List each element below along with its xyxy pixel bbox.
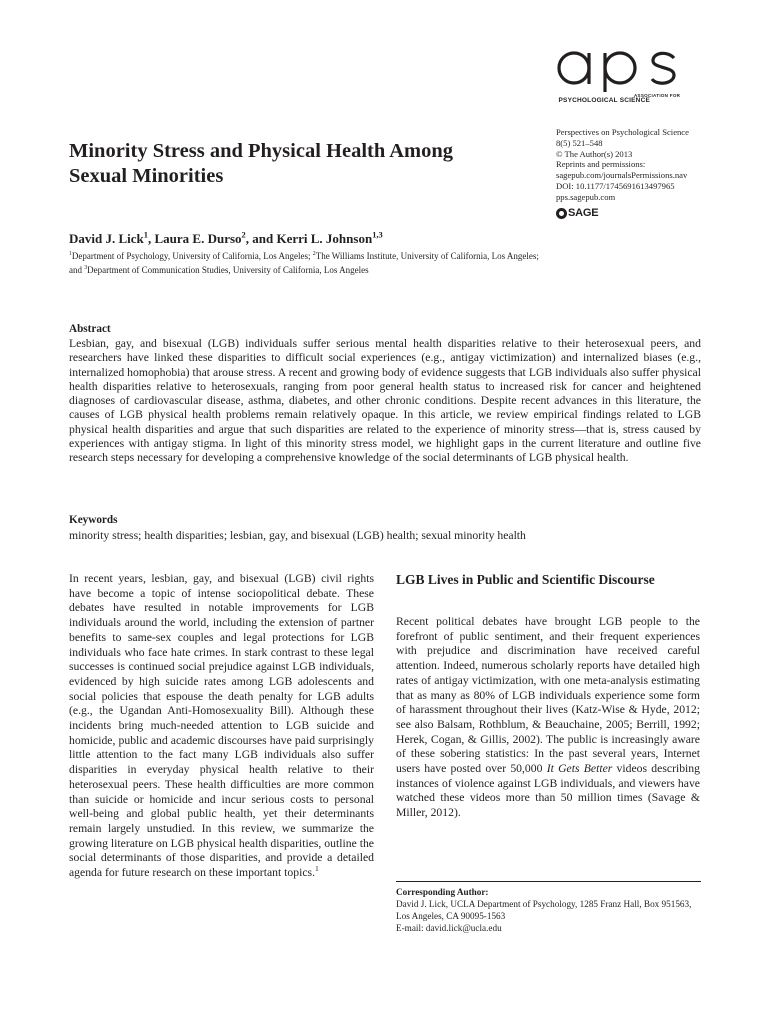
section-heading: LGB Lives in Public and Scientific Discourse <box>396 572 655 587</box>
divider <box>396 881 701 882</box>
aps-association-label: ASSOCIATION FOR <box>634 93 681 98</box>
journal-website[interactable]: pps.sagepub.com <box>556 191 616 202</box>
abstract-text: Lesbian, gay, and bisexual (LGB) individuals suffer serious mental health disparities relative to their heterosexual peers, and researchers have linked these disparities to difficult social experiences (e.g., antigay victimization) and internalized biases (e.g., internalized homophobia) that arouse stress. A recent and growing body of evidence suggests that LGB individuals also suffer physical health disparities relative to heterosexuals, ranging from poor general health status to increased risk for cancer and heightened diagnoses of cardiovascular disease, asthma, diabetes, and other chronic conditions. Despite recent advances in this literature, the causes of LGB physical health problems remain relatively opaque. In this article, we review empirical findings related to LGB physical health disparities and argue that such disparities are related to the experience of minority stress—that is, stress caused by experiences with antigay stigma. In light of this minority stress model, we highlight gaps in the current literature and outline five research steps necessary for developing a comprehensive knowledge of the social determinants of LGB physical health. <box>69 337 701 465</box>
affiliation: Department of Psychology, University of California, Los Angeles; <box>71 251 313 261</box>
author-name: Laura E. Durso <box>154 231 242 246</box>
corresponding-author-email[interactable]: E-mail: david.lick@ucla.edu <box>396 922 502 933</box>
journal-copyright: © The Author(s) 2013 <box>556 148 633 159</box>
abstract-heading: Abstract <box>69 323 111 335</box>
footnote-marker: 1 <box>315 864 319 874</box>
introduction-paragraph: In recent years, lesbian, gay, and bisexual (LGB) civil rights have become a topic of intense sociopolitical debate. These debates have resulted in notable improvements for LGB individuals around the world, including the extension of partner benefits to same-sex couples and legal protections for LGB individuals who face hate crimes. In stark contrast to these legal successes is continued social prejudice against LGB individuals, evidenced by high suicide rates among LGB adolescents and social policies that espouse the death penalty for LGB adults (e.g., the Ugandan Anti-Homosexuality Bill). Although these incidents bring much-needed attention to LGB suicide and homicide, public and academic discourses have paid surprisingly little attention to the fact many LGB individuals also suffer disparities in everyday physical health relative to their heterosexual peers. These health difficulties are more common than suicide or homicide and incur serious costs to personal well-being and global public health, yet their determinants remain largely unstudied. In this review, we summarize the growing literature on LGB physical health disparities, outline the social determinants of those disparities, and provide a detailed agenda for future research on these important topics.$^1$ <box>69 572 374 880</box>
journal-permissions-link[interactable]: sagepub.com/journalsPermissions.nav <box>556 170 688 181</box>
author-affiliations: $^1$Department of Psychology, University of California, Los Angeles; $^2$The Williams Institute, University of California, Los Angeles; and $^3$Department of Communication Studies, University of California, Los Angeles <box>69 251 539 275</box>
sage-logo <box>556 206 598 220</box>
sage-circle-icon <box>556 208 567 219</box>
corresponding-author-heading: Corresponding Author: <box>396 887 489 897</box>
journal-name: Perspectives on Psychological Science <box>556 127 689 137</box>
journal-info <box>556 127 746 203</box>
author-name: David J. Lick <box>69 231 144 246</box>
italic-title: It Gets Better <box>546 762 613 776</box>
aps-logo <box>556 44 716 108</box>
author-affiliation-marker: 2 <box>241 229 246 240</box>
keywords-text: minority stress; health disparities; lesbian, gay, and bisexual (LGB) health; sexual minority health <box>69 529 526 542</box>
journal-reprints: Reprints and permissions: <box>556 159 646 170</box>
aps-psychological-science-label: PSYCHOLOGICAL SCIENCE <box>558 97 650 104</box>
article-title: Minority Stress and Physical Health Among Sexual Minorities <box>69 140 454 187</box>
journal-volume: 8(5) 521–548 <box>556 137 603 148</box>
keywords-heading: Keywords <box>69 514 118 526</box>
corresponding-author-address: David J. Lick, UCLA Department of Psychology, 1285 Franz Hall, Box 951563, Los Angeles, CA 90095-1563 <box>396 898 692 921</box>
section-paragraph: Recent political debates have brought LGB people to the forefront of public sentiment, and their frequent experiences with prejudice and discrimination have received careful attention. Indeed, numerous scholarly reports have detailed high rates of antigay victimization, with one meta-analysis estimating that as many as 80% of LGB individuals experience some form of harassment throughout their lives (Katz-Wise & Hyde, 2012; see also Balsam, Rothblum, & Beauchaine, 2005; Berrill, 1992; Herek, Cogan, & Gillis, 2002). The public is increasingly aware of these sobering statistics: In the past several years, Internet users have posted over 50,000 It Gets Better videos describing instances of violence against LGB individuals, and viewers have watched these videos more than 50 million times (Savage & Miller, 2012). <box>396 615 700 820</box>
corresponding-author <box>396 887 706 935</box>
affiliation: Department of Communication Studies, University of California, Los Angeles <box>87 264 369 275</box>
author-list: David J. Lick$^1$, Laura E. Durso$^2$, and Kerri L. Johnson$^{1,3}$ <box>69 229 383 246</box>
author-affiliation-marker: 1 <box>143 229 148 240</box>
sage-label: SAGE <box>568 207 599 219</box>
author-name: Kerri L. Johnson <box>276 231 373 246</box>
affiliation: The Williams Institute, University of California, Los Angeles; and <box>69 251 539 275</box>
aps-logo-mark <box>556 44 716 92</box>
journal-doi[interactable]: DOI: 10.1177/1745691613497965 <box>556 180 675 191</box>
author-affiliation-marker: 1,3 <box>372 229 383 240</box>
